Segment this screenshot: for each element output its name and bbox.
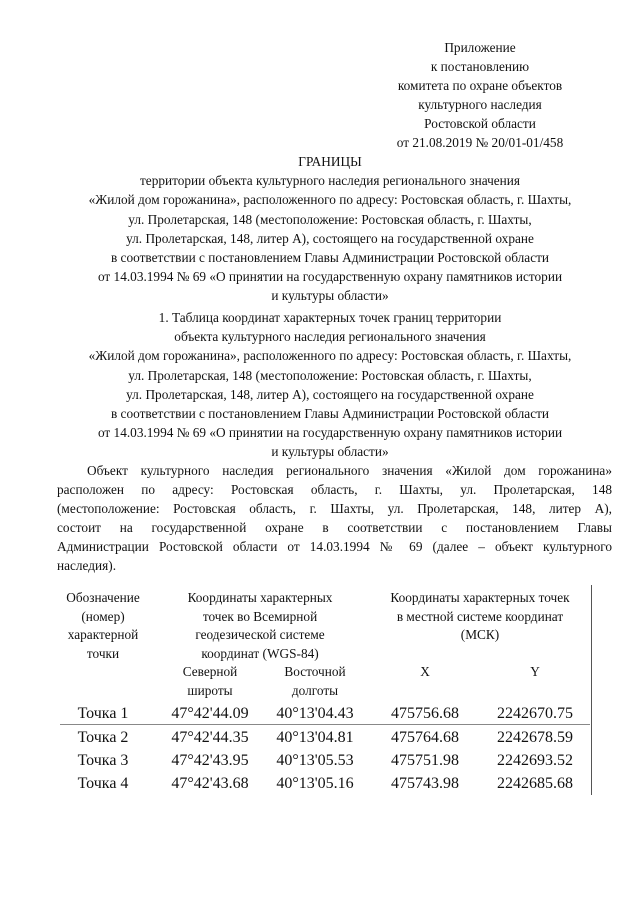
subheader-y: Y xyxy=(530,664,540,679)
header-point-line: (номер) xyxy=(81,608,125,624)
cell-longitude: 40°13'04.43 xyxy=(276,705,354,722)
header-wgs-line: точек во Всемирной xyxy=(202,608,318,624)
header-msk-line: Координаты характерных точек xyxy=(390,590,570,605)
appendix-line: к постановлению xyxy=(430,59,530,74)
section-line: ул. Пролетарская, 148 (местоположение: Ростовская область, г. Шахты, xyxy=(128,367,532,383)
header-point-line: характерной xyxy=(67,627,139,642)
section-line: «Жилой дом горожанина», расположенного по адресу: Ростовская область, г. Шахты, xyxy=(88,348,572,364)
paragraph-line: (местоположение: Ростовская область, г. Шахты, ул. Пролетарская, 148, литер А), xyxy=(57,501,612,516)
header-wgs-line: Координаты характерных xyxy=(187,590,333,605)
title-line: и культуры области» xyxy=(271,288,389,304)
cell-point: Точка 4 xyxy=(77,775,129,792)
title-line: от 14.03.1994 № 69 «О принятии на государственную охрану памятников истории xyxy=(97,269,563,285)
title-line: территории объекта культурного наследия регионального значения xyxy=(139,173,521,189)
section-line: 1. Таблица координат характерных точек границ территории xyxy=(158,310,502,325)
cell-latitude: 47°42'44.35 xyxy=(171,729,249,746)
body-paragraph xyxy=(57,461,612,575)
cell-point: Точка 3 xyxy=(77,752,129,769)
cell-y: 2242693.52 xyxy=(497,752,573,769)
title-line: ул. Пролетарская, 148, литер А), состоящего на государственной охране xyxy=(126,230,534,246)
subheader-latitude-line: Северной xyxy=(182,664,238,679)
header-msk-line: (МСК) xyxy=(460,627,500,642)
cell-y: 2242670.75 xyxy=(497,705,573,722)
section-line: и культуры области» xyxy=(271,444,389,460)
cell-longitude: 40°13'05.16 xyxy=(276,775,354,792)
section-line: объекта культурного наследия регионального значения xyxy=(174,329,486,345)
cell-latitude: 47°42'44.09 xyxy=(171,705,249,722)
title-line: в соответствии с постановлением Главы Администрации Ростовской области xyxy=(110,250,550,266)
cell-longitude: 40°13'04.81 xyxy=(276,729,354,746)
appendix-block xyxy=(380,38,580,152)
cell-latitude: 47°42'43.95 xyxy=(171,752,249,769)
paragraph-line: Объект культурного наследия регионального значения «Жилой дом горожанина» xyxy=(87,463,612,478)
subheader-longitude-line: долготы xyxy=(291,682,339,698)
appendix-line: от 21.08.2019 № 20/01-01/458 xyxy=(396,135,564,150)
cell-x: 475751.98 xyxy=(391,752,459,769)
title-line: «Жилой дом горожанина», расположенного по адресу: Ростовская область, г. Шахты, xyxy=(88,192,572,208)
appendix-line: Ростовской области xyxy=(424,116,536,131)
header-msk-line: в местной системе координат xyxy=(396,608,564,624)
subheader-longitude-line: Восточной xyxy=(284,664,346,679)
appendix-line: культурного наследия xyxy=(418,97,542,112)
header-wgs-line: геодезической системе xyxy=(195,627,325,642)
cell-y: 2242685.68 xyxy=(497,775,573,792)
row-divider xyxy=(60,724,590,725)
paragraph-line: Администрации Ростовской области от 14.03.1994 № 69 (далее – объект культурного xyxy=(57,539,612,554)
paragraph-line: наследия). xyxy=(57,558,117,573)
title-block xyxy=(40,152,620,306)
cell-x: 475743.98 xyxy=(391,775,459,792)
header-point-line: точки xyxy=(86,645,120,661)
title-line: ул. Пролетарская, 148 (местоположение: Ростовская область, г. Шахты, xyxy=(128,211,532,227)
header-point-line: Обозначение xyxy=(66,590,140,605)
header-msk xyxy=(370,589,590,645)
table-right-border xyxy=(591,585,592,795)
section-line: ул. Пролетарская, 148, литер А), состоящего на государственной охране xyxy=(126,386,534,402)
cell-latitude: 47°42'43.68 xyxy=(171,775,249,792)
cell-point: Точка 2 xyxy=(77,729,129,746)
paragraph-line: состоит на государственной охране в соответствии с постановлением Главы xyxy=(57,520,612,535)
cell-y: 2242678.59 xyxy=(497,729,573,746)
section-line: от 14.03.1994 № 69 «О принятии на государственную охрану памятников истории xyxy=(97,425,563,441)
cell-longitude: 40°13'05.53 xyxy=(276,752,354,769)
header-wgs-line: координат (WGS-84) xyxy=(201,645,319,661)
subheader-longitude xyxy=(265,663,365,700)
cell-x: 475756.68 xyxy=(391,705,459,722)
cell-point: Точка 1 xyxy=(77,705,129,722)
cell-x: 475764.68 xyxy=(391,729,459,746)
page-title: ГРАНИЦЫ xyxy=(298,154,362,169)
appendix-line: комитета по охране объектов xyxy=(397,78,563,93)
section-line: в соответствии с постановлением Главы Администрации Ростовской области xyxy=(110,406,550,422)
section-heading xyxy=(40,308,620,462)
header-point xyxy=(48,589,158,663)
paragraph-line: расположен по адресу: Ростовская область, г. Шахты, ул. Пролетарская, 148 xyxy=(57,482,612,497)
subheader-x: X xyxy=(420,664,430,679)
subheader-latitude xyxy=(160,663,260,700)
appendix-line: Приложение xyxy=(444,40,516,55)
header-wgs xyxy=(160,589,360,663)
subheader-latitude-line: широты xyxy=(187,682,233,698)
